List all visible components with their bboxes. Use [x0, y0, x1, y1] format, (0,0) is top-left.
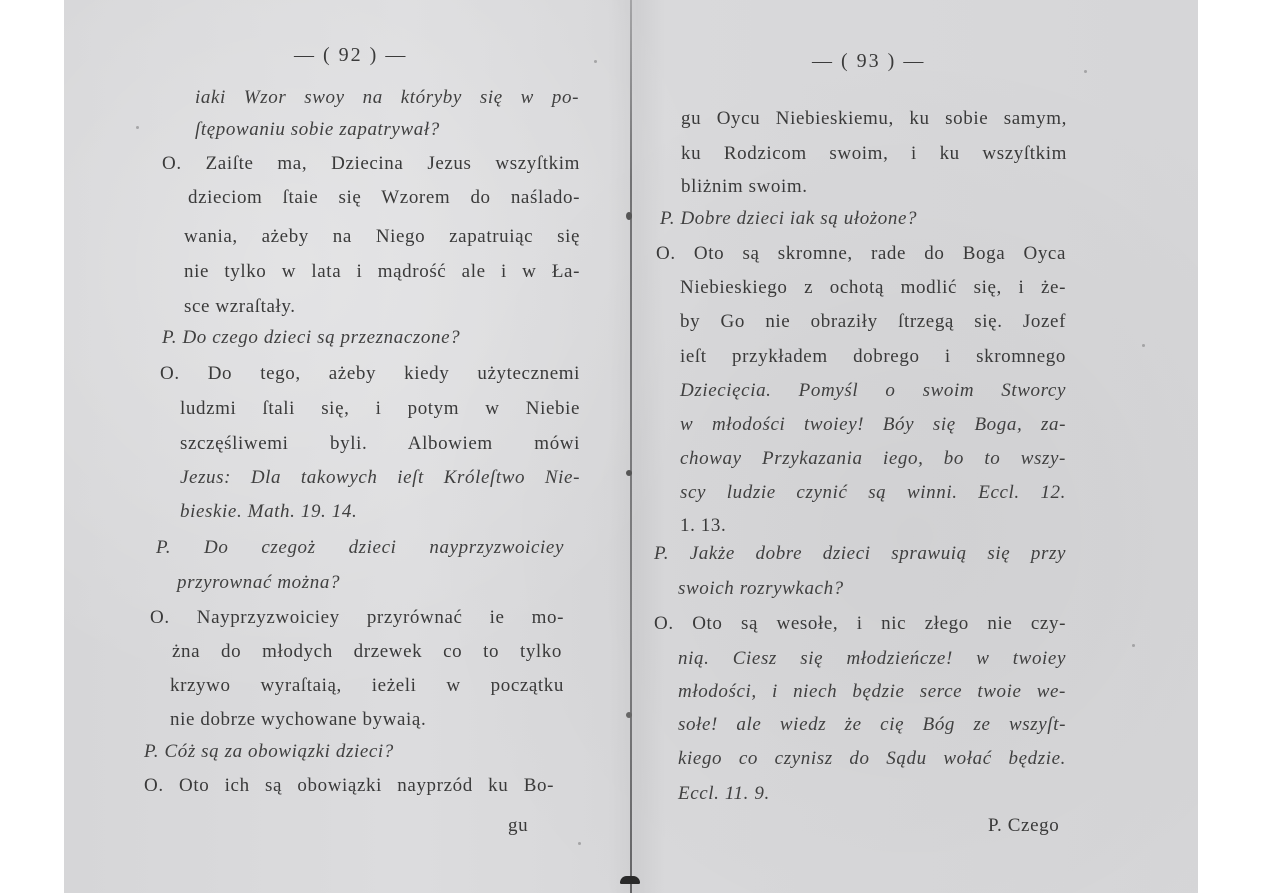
- text-line: ku Rodzicom swoim, i ku wszyſtkim: [681, 143, 1067, 164]
- text-line: kiego co czynisz do Sądu wołać będzie.: [678, 748, 1066, 769]
- text-line: wania, ażeby na Niego zapatruiąc się: [184, 226, 580, 247]
- text-line: nie tylko w lata i mądrość ale i w Ła-: [184, 261, 580, 282]
- text-line: O. Oto ich są obowiązki nayprzód ku Bo-: [144, 775, 554, 796]
- text-line: O. Oto są wesołe, i nic złego nie czy-: [654, 613, 1066, 634]
- text-line: iaki Wzor swoy na którybу się w po-: [195, 87, 579, 108]
- text-line: P. Jakże dobre dzieci sprawuią się przy: [654, 543, 1066, 564]
- text-line: 1. 13.: [680, 515, 727, 536]
- left-page: [64, 0, 632, 893]
- text-line: gu Oycu Niebieskiemu, ku sobie samym,: [681, 108, 1067, 129]
- right-page: [632, 0, 1198, 893]
- text-line: bliżnim swoim.: [681, 176, 808, 197]
- book-spread: [64, 0, 1198, 893]
- text-line: ſtępowaniu sobie zapatrywał?: [195, 119, 440, 140]
- text-line: sce wzraſtały.: [184, 296, 296, 317]
- text-line: ludzmi ſtali się, i potym w Niebie: [180, 398, 580, 419]
- page-number-93: — ( 93 ) —: [812, 50, 926, 72]
- text-line: nią. Ciesz się młodzieńcze! w twoiey: [678, 648, 1066, 669]
- paper-speck: [578, 842, 581, 845]
- text-line: P. Czego: [988, 815, 1060, 836]
- text-line: O. Zaiſte ma, Dziecina Jezus wszyſtkim: [162, 153, 580, 174]
- text-line: młodości, i niech będzie serce twoie we-: [678, 681, 1066, 702]
- paper-speck: [136, 126, 139, 129]
- text-line: Jezus: Dla takowych ieſt Króleſtwo Nie-: [180, 467, 580, 488]
- text-line: dzieciom ſtaie się Wzorem do naśladо-: [188, 187, 580, 208]
- text-line: Dziecięcia. Pomyśl o swoim Stworcy: [680, 380, 1066, 401]
- text-line: P. Cóż są za obowiązki dzieci?: [144, 741, 394, 762]
- text-line: Eccl. 11. 9.: [678, 783, 770, 804]
- text-line: bieskie. Math. 19. 14.: [180, 501, 358, 522]
- text-line: Niebieskiego z ochotą modlić się, i że-: [680, 277, 1066, 298]
- text-line: krzywo wyraſtaią, ieżeli w początku: [170, 675, 564, 696]
- paper-speck: [594, 60, 597, 63]
- text-line: żna do młodych drzewek co to tylko: [172, 641, 562, 662]
- text-line: sołe! ale wiedz że cię Bóg ze wszyſt-: [678, 714, 1066, 735]
- text-line: w młodości twoiey! Bóy się Boga, za-: [680, 414, 1066, 435]
- paper-speck: [1142, 344, 1145, 347]
- text-line: ieſt przykładem dobrego i skromnego: [680, 346, 1066, 367]
- text-line: przyrownać można?: [177, 572, 341, 593]
- page-number-92: — ( 92 ) —: [294, 44, 408, 66]
- text-line: O. Nayprzyzwoiciey przyrównać ie mo-: [150, 607, 564, 628]
- text-line: O. Do tego, ażeby kiedy użytecznemi: [160, 363, 580, 384]
- text-line: gu: [508, 815, 529, 836]
- text-line: P. Do czegoż dzieci nayprzyzwoiciey: [156, 537, 564, 558]
- text-line: scy ludzie czynić są winni. Eccl. 12.: [680, 482, 1066, 503]
- paper-speck: [1084, 70, 1087, 73]
- text-line: P. Dobre dzieci iak są ułożone?: [660, 208, 918, 229]
- text-line: choway Przykazania iego, bo to wszy-: [680, 448, 1066, 469]
- text-line: swoich rozrywkach?: [678, 578, 844, 599]
- text-line: P. Do czego dzieci są przeznaczone?: [162, 327, 461, 348]
- text-line: by Go nie obraziły ſtrzegą się. Jozef: [680, 311, 1066, 332]
- text-line: nie dobrze wychowane bywaią.: [170, 709, 427, 730]
- text-line: O. Oto są skromne, rade do Boga Oyca: [656, 243, 1066, 264]
- paper-speck: [1132, 644, 1135, 647]
- text-line: szczęśliwemi byli. Albowiem mówi: [180, 433, 580, 454]
